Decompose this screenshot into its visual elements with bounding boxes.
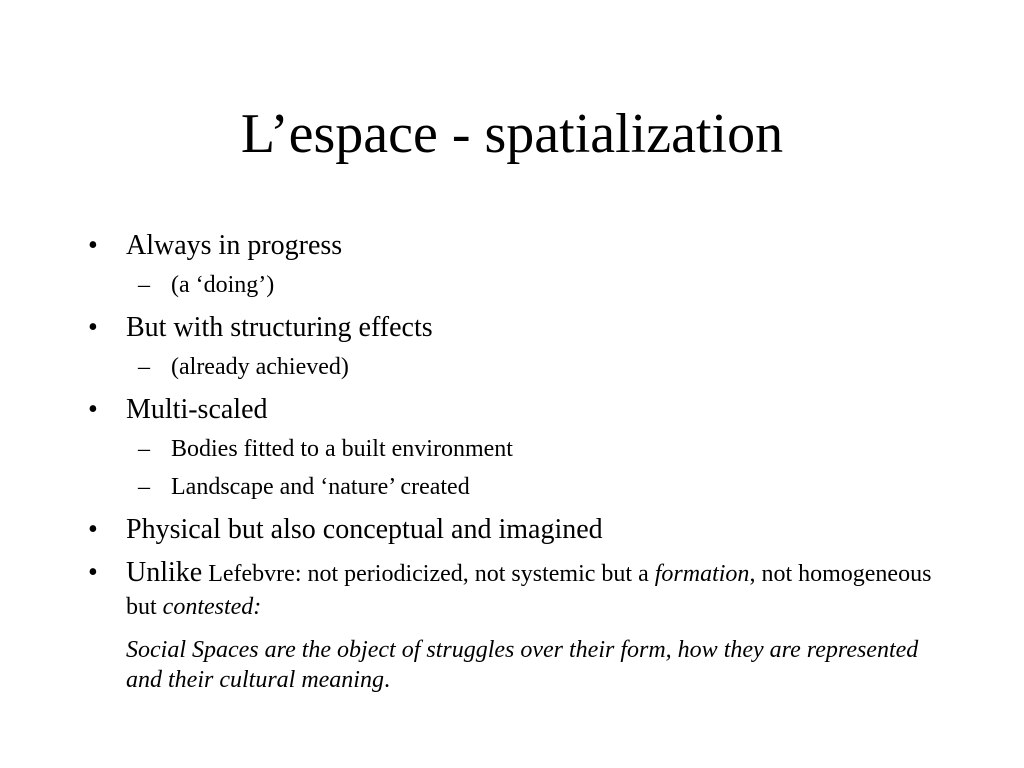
sub-bullet-marker: –	[138, 354, 150, 380]
sub-bullet-text: Landscape and ‘nature’ created	[171, 474, 470, 500]
sub-bullet-item	[88, 348, 948, 386]
bullet-marker: •	[88, 230, 98, 261]
bullet-item	[88, 226, 948, 266]
sub-bullet-marker: –	[138, 436, 150, 462]
bullet-marker: •	[88, 557, 98, 588]
bullet-item	[88, 308, 948, 348]
bullet-marker: •	[88, 514, 98, 545]
sub-bullet-text: (a ‘doing’)	[171, 272, 275, 298]
bullet-marker: •	[88, 312, 98, 343]
bullet-item	[88, 390, 948, 430]
bullet-list	[88, 226, 948, 695]
bullet-text: Multi-scaled	[126, 394, 268, 425]
note-italic-text: Social Spaces are the object of struggles over their form, how they are represented and their cultural meaning	[126, 637, 919, 693]
bullet-text: Physical but also conceptual and imagined	[126, 514, 603, 545]
bullet-emphasis-contested: contested:	[162, 594, 262, 620]
bullet-text: , not homogeneous but	[126, 561, 932, 620]
bullet-text: Always in progress	[126, 230, 343, 261]
sub-bullet-marker: –	[138, 474, 150, 500]
bullet-lead-text: Unlike	[126, 557, 203, 588]
bullet-item	[88, 558, 948, 625]
sub-bullet-marker: –	[138, 272, 150, 298]
bullet-text: Lefebvre: not periodicized, not systemic but a	[202, 561, 655, 587]
slide-title: L’espace - spatialization	[240, 103, 784, 165]
note-tail: .	[383, 667, 390, 693]
sub-bullet-text: (already achieved)	[171, 354, 349, 380]
bullet-note	[88, 635, 948, 695]
sub-bullet-item	[88, 266, 948, 304]
sub-bullet-item	[88, 430, 948, 468]
bullet-emphasis-formation: formation	[654, 561, 750, 587]
bullet-item	[88, 510, 948, 550]
bullet-marker: •	[88, 394, 98, 425]
sub-bullet-item	[88, 468, 948, 506]
bullet-text: But with structuring effects	[126, 312, 433, 343]
sub-bullet-text: Bodies fitted to a built environment	[171, 436, 513, 462]
